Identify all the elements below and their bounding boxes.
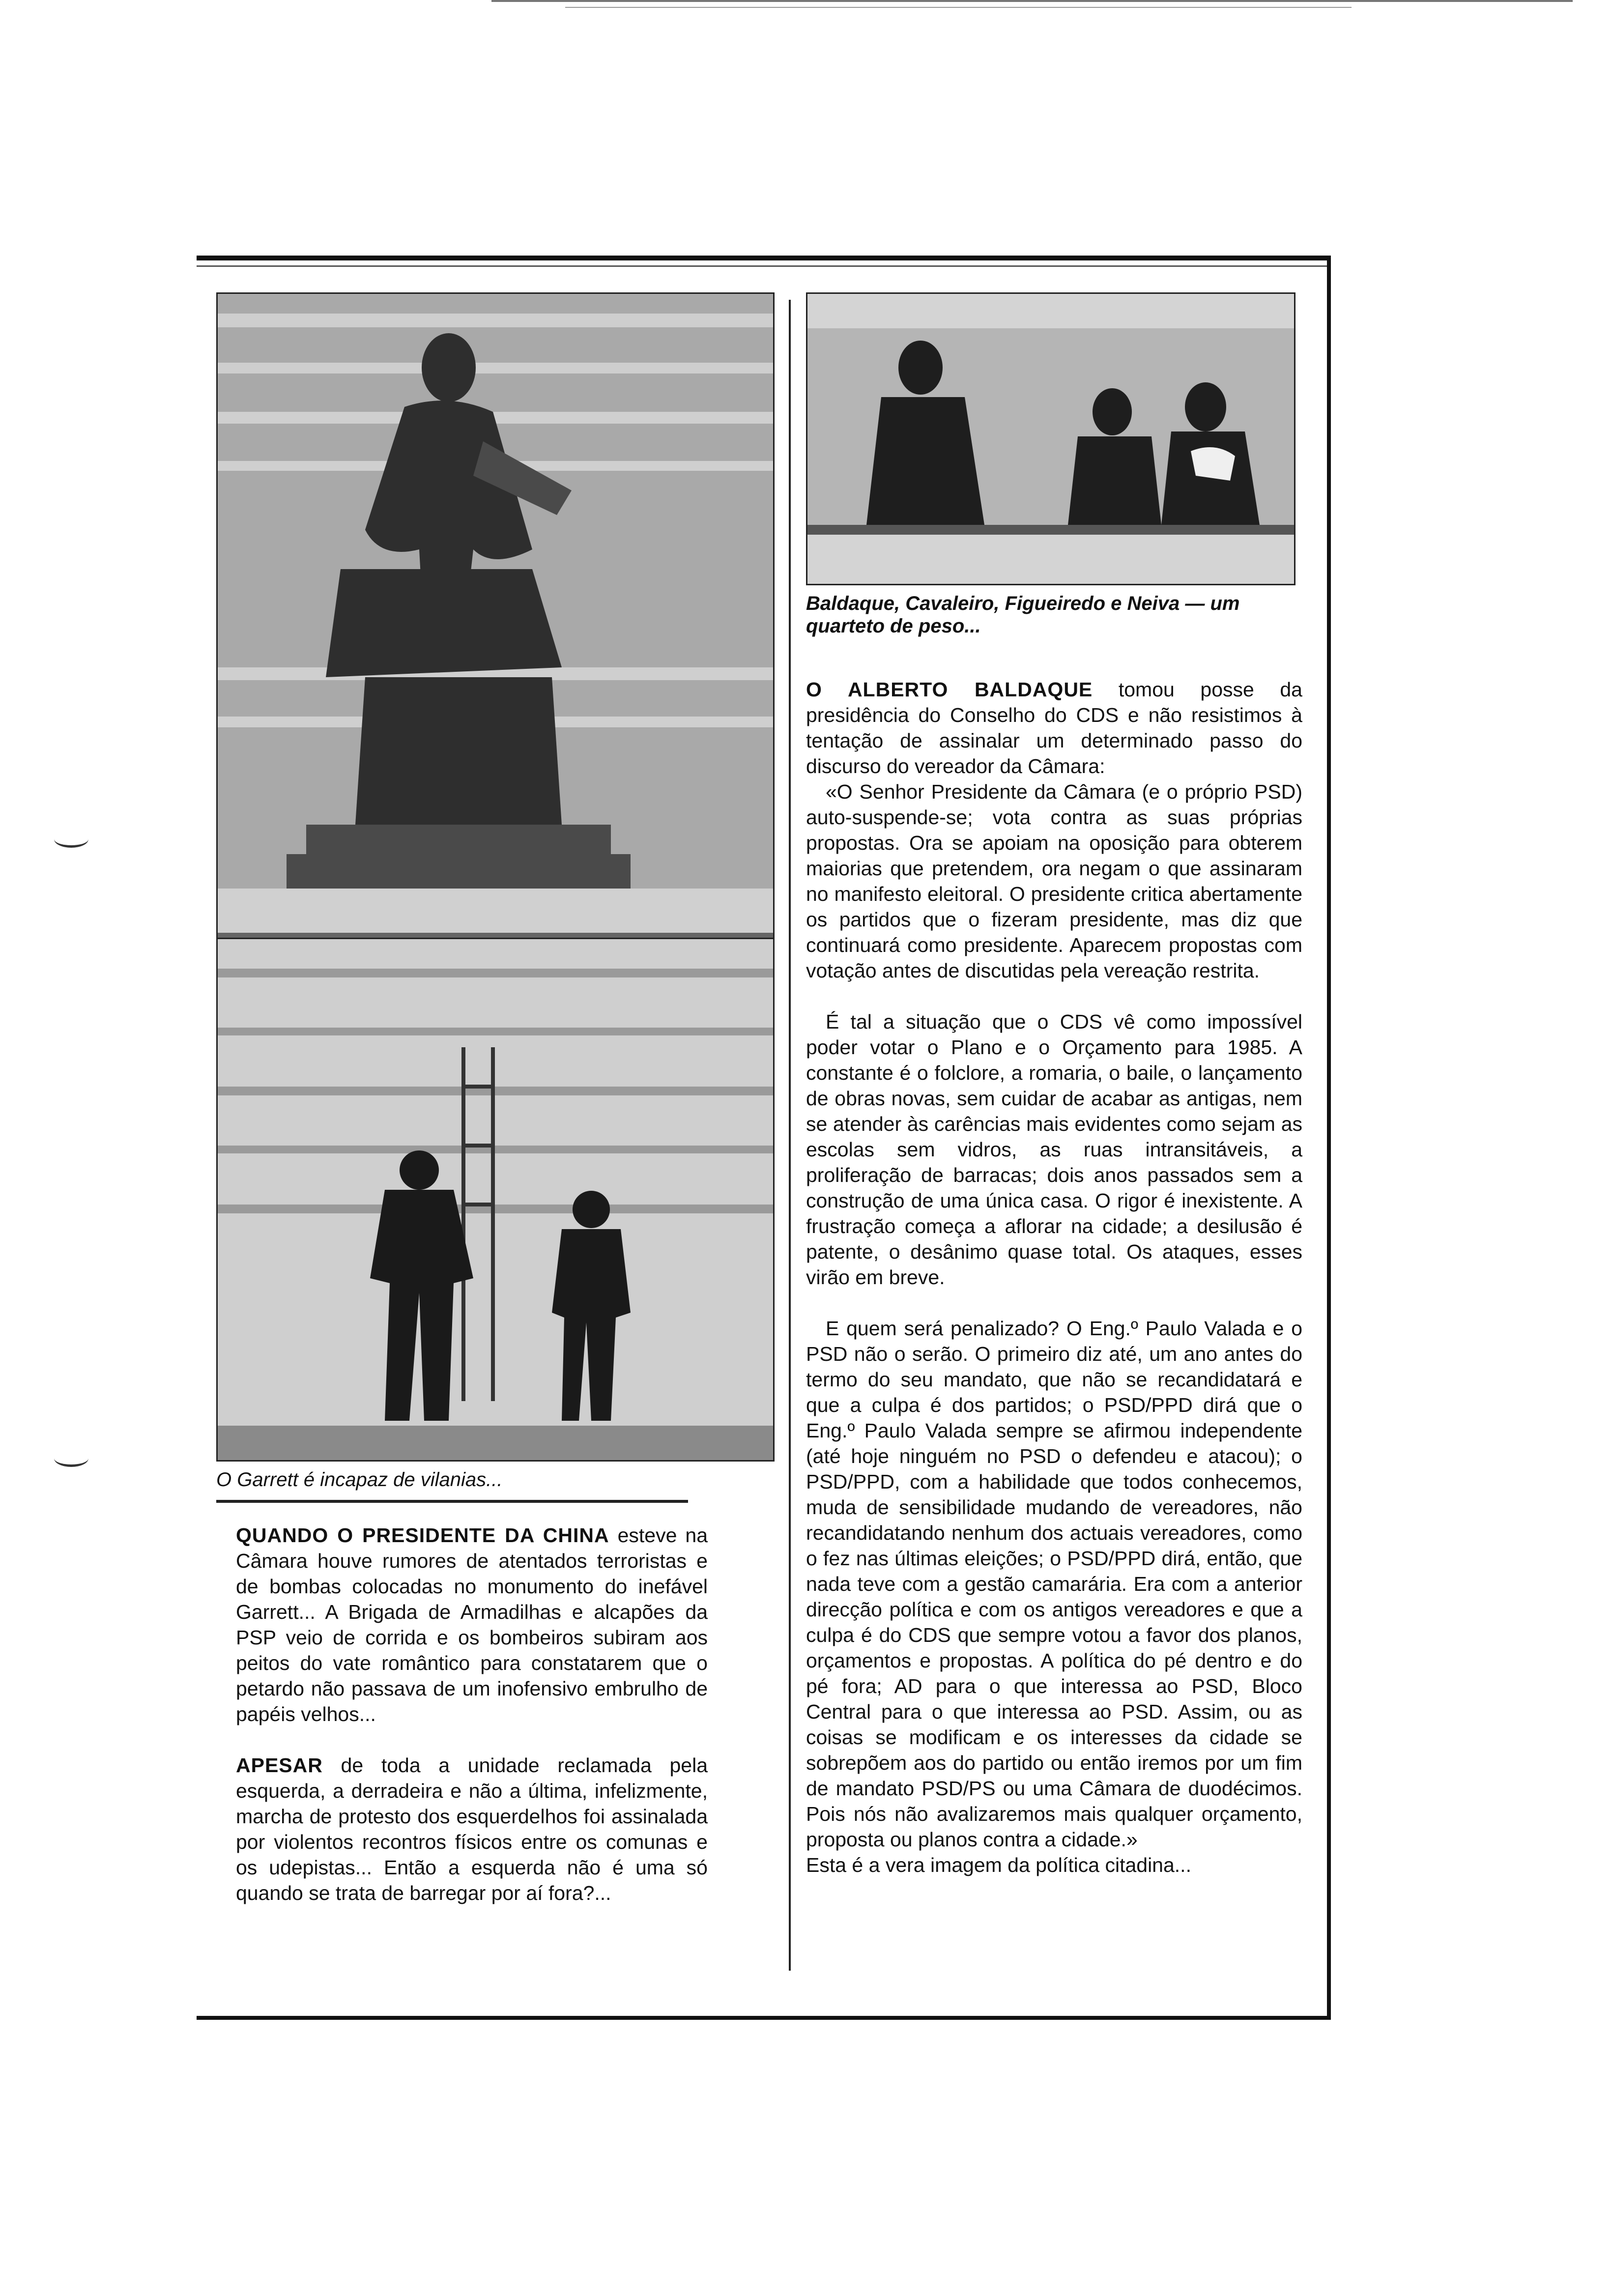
- margin-mark: [54, 831, 88, 848]
- right-column: [806, 292, 1302, 1878]
- photo-caption-left: O Garrett é incapaz de vilanias...: [216, 1469, 503, 1491]
- page-edge: [565, 7, 1352, 8]
- statue-photo: [216, 292, 775, 939]
- left-column: [216, 292, 781, 1906]
- paragraph-body: de toda a unidade reclamada pela esquerda, a derradeira e não a última, infelizmente, marcha de protesto dos esquerdelhos foi assinalada por violentos recontros físicos entre os comunas e os udepistas... Então a esquerda não é uma só quando se trata de barregar por aí fora?...: [236, 1754, 708, 1904]
- top-rule: [197, 265, 1327, 267]
- paragraph-lead: QUANDO O PRESIDENTE DA CHINA: [236, 1524, 609, 1547]
- article-paragraph: «O Senhor Presidente da Câmara (e o próprio PSD) auto-suspende-se; vota contra as suas próprias propostas. Ora se apoiam na oposição para obterem maiorias que pretendem, ora negam o que assinaram no manifesto eleitoral. O presidente critica abertamente os partidos que o fizeram presidente, mas diz que continuará como presidente. Aparecem propostas com votação antes de discutidas pela vereação restrita.: [806, 780, 1302, 982]
- council-photo: [806, 292, 1295, 585]
- caption-rule: [216, 1500, 688, 1503]
- right-article: [806, 677, 1302, 1878]
- paragraph-body: esteve na Câmara houve rumores de atentados terroristas e de bombas colocadas no monumento do inefável Garrett... A Brigada de Armadilhas e alcapões da PSP veio de corrida e os bombeiros subiram aos peitos do vate romântico para constatarem que o petardo não passava de um inofensivo embrulho de papéis velhos...: [236, 1524, 708, 1725]
- column-divider: [789, 300, 791, 1971]
- article-paragraph: Esta é a vera imagem da política citadina...: [806, 1854, 1191, 1876]
- paragraph-lead: APESAR: [236, 1754, 323, 1777]
- page-edge: [491, 0, 1573, 2]
- article-paragraph: [236, 1752, 708, 1906]
- article-paragraph: [806, 677, 1302, 779]
- photo-caption-right: Baldaque, Cavaleiro, Figueiredo e Neiva — um quarteto de peso...: [806, 593, 1240, 637]
- firefighters-photo: [216, 939, 775, 1462]
- article-paragraph: É tal a situação que o CDS vê como impossível poder votar o Plano e o Orçamento para 1985. A constante é o folclore, a romaria, o baile, o lançamento de obras novas, sem cuidar de acabar as antigas, nem se atender às carências mais evidentes como sejam as escolas sem vidros, as ruas intransitáveis, a proliferação de barracas; dois anos passados sem a construção de uma única casa. O rigor é inexistente. A frustração começa a aflorar na cidade; a desilusão é patente, o desânimo quase total. Os ataques, esses virão em breve.: [806, 1010, 1302, 1289]
- bottom-rule: [197, 2016, 1327, 2020]
- left-article: [236, 1522, 708, 1906]
- article-paragraph: E quem será penalizado? O Eng.º Paulo Valada e o PSD não o serão. O primeiro diz até, um ano antes do termo do seu mandato, que não se recandidatará e que a culpa é dos partidos; o PSD/PPD dirá que o Eng.º Paulo Valada sempre se afirmou independente (até hoje ninguém no PSD o defendeu e atacou); o PSD/PPD, com a habilidade que todos conhecemos, muda de sensibilidade mudando de vereadores, não recandidatando nenhum dos actuais vereadores, como o fez nas últimas eleições; o PSD/PPD dirá, então, que nada teve com a gestão camarária. Era com a anterior direcção política e com os antigos vereadores e que a culpa é do CDS que sempre votou a favor dos planos, orçamentos e propostas. A política do pé dentro e do pé fora; AD para o que interessa ao PSD, Bloco Central para o que interessa ao PSD. Assim, ou as coisas se modificam e os interesses da cidade se sobrepõem aos do partido ou então iremos por um fim de mandato PSD/PS ou uma Câmara de duodécimos. Pois nós não avalizaremos mais qualquer orçamento, proposta ou planos contra a cidade.»: [806, 1317, 1302, 1851]
- paragraph-lead: O ALBERTO BALDAQUE: [806, 678, 1093, 701]
- margin-mark: [54, 1450, 88, 1467]
- newspaper-clipping: [197, 256, 1331, 2020]
- article-paragraph: [236, 1522, 708, 1727]
- paragraph-body: tomou posse da presidência do Conselho do CDS e não resistimos à tentação de assinalar um determinado passo do discurso do vereador da Câmara:: [806, 678, 1302, 777]
